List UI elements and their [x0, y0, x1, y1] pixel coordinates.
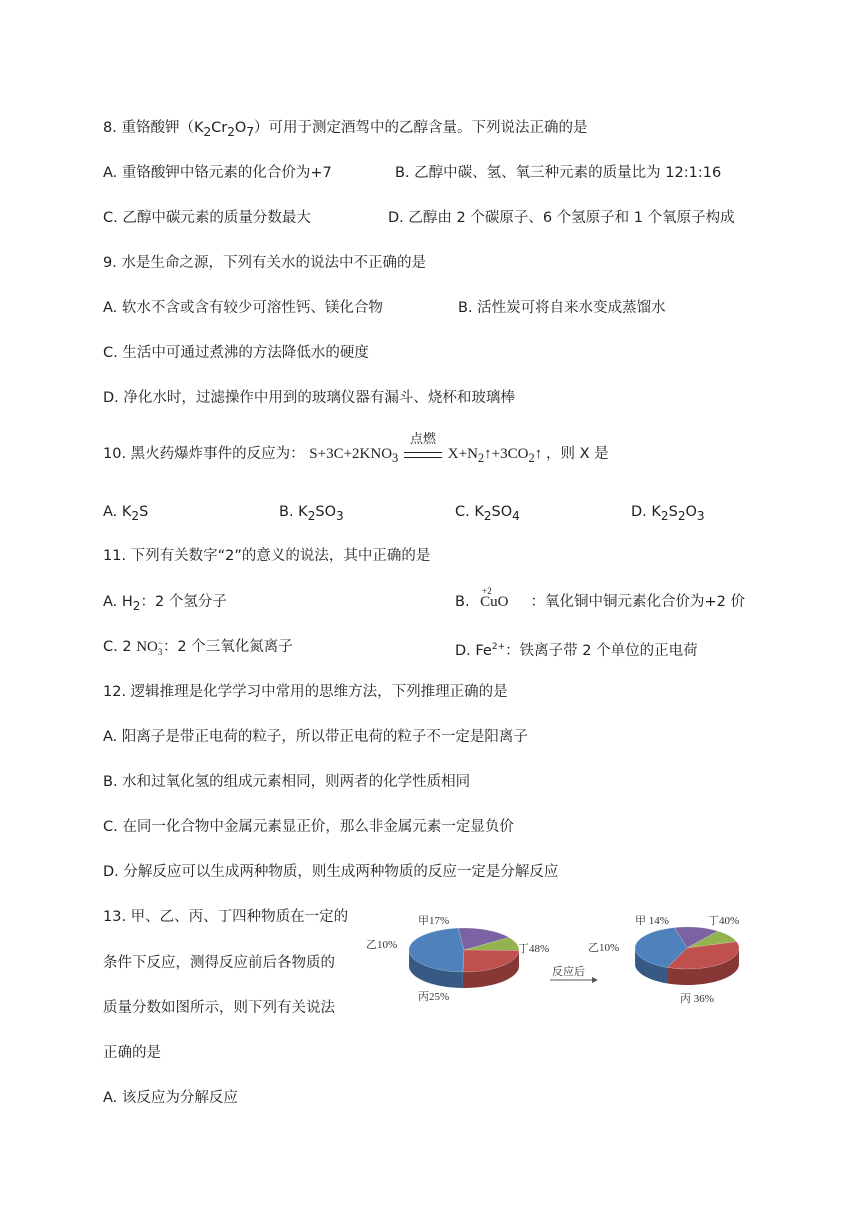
pie-chart-after	[635, 927, 739, 985]
q8-option-b: B. 乙醇中碳、氢、氧三种元素的质量比为 12:1:16	[395, 165, 722, 181]
q9-option-d: D. 净化水时，过滤操作中用到的玻璃仪器有漏斗、烧杯和玻璃棒	[103, 390, 515, 406]
reaction-arrow	[550, 964, 598, 983]
q10-option-b: B. $K_2SO_3$	[279, 504, 344, 523]
q12-option-a: A. 阳离子是带正电荷的粒子，所以带正电荷的粒子不一定是阳离子	[103, 729, 528, 745]
q13-stem-line-1: 13. 甲、乙、丙、丁四种物质在一定的	[103, 909, 349, 925]
q8-option-a: A. 重铬酸钾中铬元素的化合价为+7	[103, 165, 332, 181]
q10-option-a: A. $K_2S$	[103, 504, 149, 523]
q12-option-b: B. 水和过氧化氢的组成元素相同，则两者的化学性质相同	[103, 774, 471, 790]
q12-stem: 12. 逻辑推理是化学学习中常用的思维方法，下列推理正确的是	[103, 684, 508, 700]
q13-stem-line-4: 正确的是	[103, 1045, 161, 1061]
q10-equation: $S+3C+2KNO_3$ 点燃 $X+N_2↑+3CO_2↑$	[309, 431, 543, 465]
q12-option-d: D. 分解反应可以生成两种物质，则生成两种物质的反应一定是分解反应	[103, 864, 559, 880]
q11-option-d: D. $Fe^{2+}$：铁离子带 2 个单位的正电荷	[455, 642, 698, 659]
cuo-formula: +2 CuO	[480, 586, 509, 610]
q10-stem: 10. 黑火药爆炸事件的反应为： $S+3C+2KNO_3$ 点燃 $X+N_2↑+3CO_2↑$ ，则 X 是	[103, 431, 609, 465]
pie-after-label-bing: 丙 36%	[680, 993, 714, 1005]
q13-pie-charts	[360, 905, 760, 1015]
reaction-condition: 点燃	[404, 444, 442, 464]
pie-after-label-ding: 丁40%	[708, 915, 740, 927]
pie-before-label-jia: 甲17%	[418, 915, 450, 927]
q11-option-a: A. $H_2$：2 个氢分子	[103, 594, 227, 613]
q9-stem: 9. 水是生命之源，下列有关水的说法中不正确的是	[103, 255, 426, 271]
q9-option-b: B. 活性炭可将自来水变成蒸馏水	[458, 300, 666, 316]
q13-stem-line-3: 质量分数如图所示，则下列有关说法	[103, 1000, 335, 1016]
q11-option-c: C. 2 NO − 3 ：2 个三氧化氮离子	[103, 637, 293, 657]
q13-stem-line-2: 条件下反应，测得反应前后各物质的	[103, 955, 335, 971]
q8-option-d: D. 乙醇由 2 个碳原子、6 个氢原子和 1 个氧原子构成	[388, 210, 735, 226]
q8-option-c: C. 乙醇中碳元素的质量分数最大	[103, 210, 311, 226]
q9-option-c: C. 生活中可通过煮沸的方法降低水的硬度	[103, 345, 369, 361]
q12-option-c: C. 在同一化合物中金属元素显正价，那么非金属元素一定显负价	[103, 819, 514, 835]
pie-chart-before	[409, 928, 519, 988]
arrow-label: 反应后	[552, 966, 585, 978]
q11-stem: 11. 下列有关数字“2”的意义的说法，其中正确的是	[103, 548, 431, 564]
q13-option-a: A. 该反应为分解反应	[103, 1090, 238, 1106]
q11-option-b: B. +2 CuO ：氧化铜中铜元素化合价为+2 价	[455, 586, 745, 610]
pie-before-label-ding: 丁48%	[518, 943, 550, 955]
pie-before-label-yi: 乙10%	[366, 939, 398, 951]
q9-option-a: A. 软水不含或含有较少可溶性钙、镁化合物	[103, 300, 383, 316]
nitrate-formula: NO − 3	[136, 637, 163, 657]
pie-after-label-jia: 甲 14%	[635, 915, 669, 927]
pie-after-label-yi: 乙10%	[588, 942, 620, 954]
q8-stem: 8. 重铬酸钾$(K_2Cr_2O_7)$可用于测定酒驾中的乙醇含量。下列说法正确的是	[103, 120, 588, 139]
q10-option-d: D. $K_2S_2O_3$	[631, 504, 705, 523]
q10-option-c: C. $K_2SO_4$	[455, 504, 520, 523]
pie-before-label-bing: 丙25%	[418, 991, 450, 1003]
